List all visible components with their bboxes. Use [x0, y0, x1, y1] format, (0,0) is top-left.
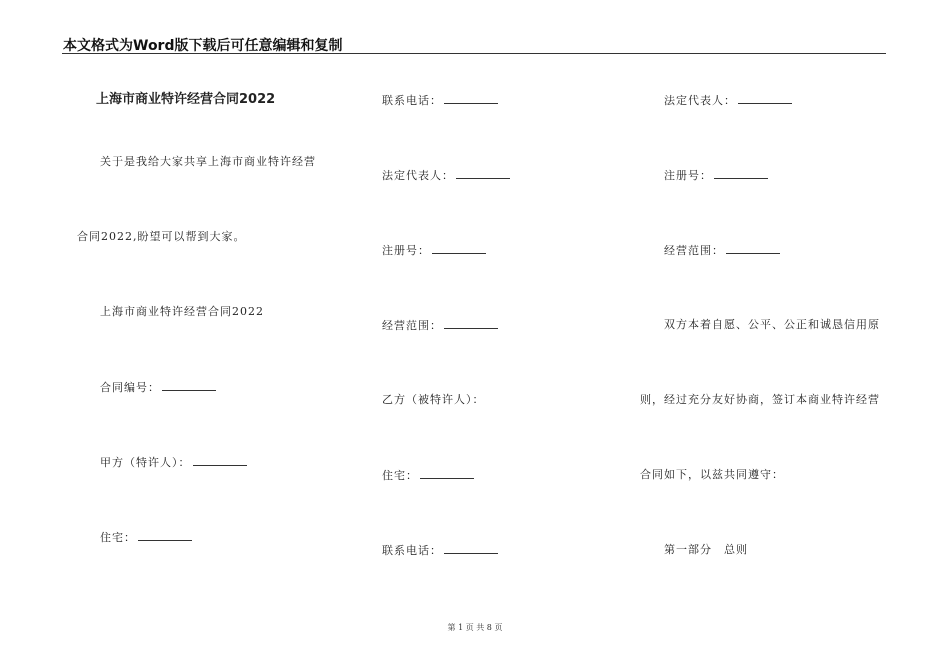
middle-phone-field-1: [382, 93, 498, 108]
middle-reg-no-field: [382, 243, 486, 258]
party-a-label: 甲方（特许人）：: [100, 456, 191, 469]
principle-line-2: 则，经过充分友好协商，签订本商业特许经营: [640, 393, 880, 406]
middle-scope-field: [382, 318, 498, 333]
left-residence-label: 住宅：: [100, 531, 136, 544]
middle-residence-label: 住宅：: [382, 469, 418, 482]
section-heading: 第一部分 总则: [664, 543, 748, 556]
middle-reg-no-blank: [432, 243, 486, 254]
middle-legal-rep-blank: [456, 168, 510, 179]
middle-phone-label-2: 联系电话：: [382, 544, 442, 557]
document-header: 本文格式为Word版下载后可任意编辑和复制: [63, 38, 343, 54]
party-b-label: 乙方（被特许人）：: [382, 393, 485, 406]
principle-line-3: 合同如下，以兹共同遵守：: [640, 468, 784, 481]
right-legal-rep-blank: [738, 93, 792, 104]
principle-line-1: 双方本着自愿、公平、公正和诚恳信用原: [664, 318, 880, 331]
intro-line-1: 关于是我给大家共享上海市商业特许经营: [100, 155, 316, 168]
intro-line-2: 合同2022,盼望可以帮到大家。: [77, 230, 246, 243]
contract-subtitle: 上海市商业特许经营合同2022: [100, 305, 264, 318]
right-reg-no-field: [664, 168, 768, 183]
middle-phone-blank-2: [444, 543, 498, 554]
contract-number-label: 合同编号：: [100, 381, 160, 394]
middle-reg-no-label: 注册号：: [382, 244, 430, 257]
middle-legal-rep-field: [382, 168, 510, 183]
contract-number-blank: [162, 380, 216, 391]
middle-scope-blank: [444, 318, 498, 329]
right-reg-no-blank: [714, 168, 768, 179]
right-scope-field: [664, 243, 780, 258]
contract-number-field: [100, 380, 216, 395]
middle-phone-label-1: 联系电话：: [382, 94, 442, 107]
left-residence-field: [100, 530, 192, 545]
left-residence-blank: [138, 530, 192, 541]
right-reg-no-label: 注册号：: [664, 169, 712, 182]
header-rule: [62, 53, 886, 54]
document-title: 上海市商业特许经营合同2022: [96, 92, 276, 107]
right-legal-rep-label: 法定代表人：: [664, 94, 736, 107]
party-a-field: [100, 455, 247, 470]
page-footer: 第 1 页 共 8 页: [447, 623, 503, 632]
right-legal-rep-field: [664, 93, 792, 108]
middle-residence-blank: [420, 468, 474, 479]
middle-scope-label: 经营范围：: [382, 319, 442, 332]
middle-legal-rep-label: 法定代表人：: [382, 169, 454, 182]
middle-residence-field: [382, 468, 474, 483]
party-a-blank: [193, 455, 247, 466]
middle-phone-blank-1: [444, 93, 498, 104]
right-scope-label: 经营范围：: [664, 244, 724, 257]
right-scope-blank: [726, 243, 780, 254]
middle-phone-field-2: [382, 543, 498, 558]
